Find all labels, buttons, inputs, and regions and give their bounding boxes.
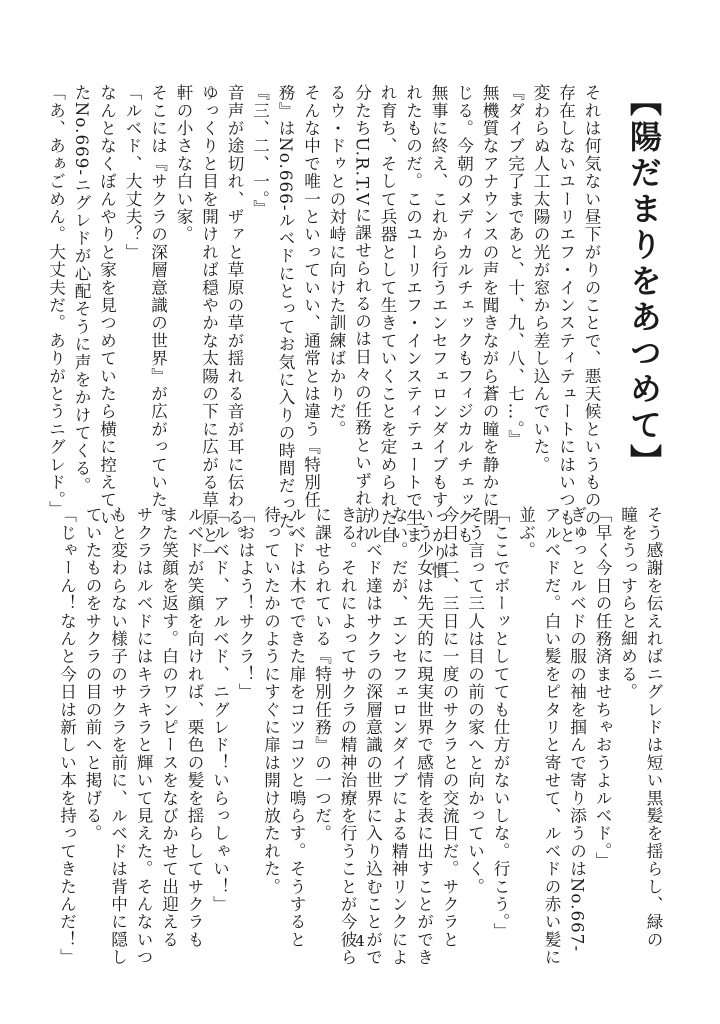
- text-line: 軒の小さな白い家。: [174, 84, 193, 244]
- text-line: また笑顔を返す。白のワンピースをなびかせて出迎える: [159, 506, 179, 949]
- text-line: 瞳をうっすらと細める。: [618, 506, 638, 701]
- text-line: 音声が途切れ、ザァと草原の草が揺れる音が耳に伝わる。: [225, 84, 244, 545]
- bottom-lines: [54, 506, 666, 967]
- text-line: 並ぶ。: [516, 506, 536, 560]
- text-line: じる。今朝のメディカルチェックもフィジカルチェックも: [454, 84, 474, 545]
- text-line: 『ダイブ完了まであと、十、九、八、七…。』: [505, 84, 525, 448]
- text-line: 「ルベド、大丈夫？」: [123, 84, 142, 261]
- text-line: りルベド達はサクラの深層意識の世界に入り込むことがで: [363, 506, 383, 967]
- chapter-title: 【陽だまりをあつめて】: [625, 84, 663, 480]
- text-line: ゆっくりと目を開ければ穏やかな太陽の下に広がる草原と一: [199, 84, 219, 562]
- text-line: それは何気ない昼下がりのことで、悪天候というものの: [582, 84, 601, 527]
- text-line: 「あ、あぁごめん。大丈夫だ。ありがとうニグレド。」: [46, 84, 66, 519]
- text-line: 待っていたかのようにすぐに扉は開け放たれた。: [261, 506, 281, 896]
- text-line: れ育ち、そして兵器として生きていくことを定められた自: [378, 84, 397, 545]
- text-line: ぎゅっとルベドの服の袖を掴んで寄り添うのはNo.667-: [567, 506, 587, 953]
- text-line: 「ここでボーッとしてても仕方がないしな。行こう。」: [491, 506, 510, 941]
- text-line: そう言って三人は目の前の家へと向かっていく。: [465, 506, 485, 896]
- text-line: そう感謝を伝えればニグレドは短い黒髪を揺らし、緑の: [644, 506, 663, 949]
- text-line: ルベドは木でできた扉をコツコツと鳴らす。そうすると: [287, 506, 306, 949]
- text-line: そんな中で唯一といっていい、通常とは違う『特別任: [301, 84, 321, 509]
- text-line: もと変わらない様子のサクラを前に、ルベドは背中に隠し: [108, 506, 128, 967]
- text-line: ない。だが、エンセフェロンダイブによる精神リンクによ: [389, 506, 408, 967]
- text-line: いう少女は先天的に現実世界で感情を表に出すことができ: [414, 506, 434, 967]
- text-line: 『三、二、一。』: [250, 84, 270, 218]
- text-line: ていたものをサクラの目の前へと掲げる。: [83, 506, 102, 843]
- page-number: 4: [355, 932, 365, 950]
- text-line: たNo.669-ニグレドが心配そうに声をかけてくる。: [72, 84, 91, 495]
- text-line: れたものだ。このユーリエフ・インスティテュートで生ま: [403, 84, 423, 545]
- text-line: 無機質なアナウンスの声を聞きながら蒼の瞳を静かに閉: [480, 84, 499, 527]
- text-line: なんとなくぼんやりと家を見つめていたら横に控えてい: [97, 84, 117, 527]
- text-line: 「ルベド、アルベド、ニグレド！いらっしゃい！」: [210, 506, 230, 914]
- text-line: 「早く今日の任務済ませちゃおうよルベド。」: [593, 506, 612, 870]
- text-line: 「じゃーん！なんと今日は新しい本を持ってきたんだ！」: [57, 506, 77, 967]
- text-line: 変わらぬ人工太陽の光が窓から差し込んでいた。: [531, 84, 550, 474]
- text-line: きる。それによってサクラの精神治療を行うことが今彼ら: [338, 506, 357, 967]
- text-line: 無事に終え、これから行うエンセフェロンダイブもすっかり慣: [429, 84, 448, 580]
- text-line: るウ・ドゥとの対峙に向けた訓練ばかりだ。: [327, 84, 346, 438]
- text-line: サクラはルベドにはキラキラと輝いて見えた。そんないつ: [134, 506, 153, 967]
- text-line: そこには『サクラの深層意識の世界』が広がっていた。: [148, 84, 168, 527]
- text-line: 務』はNo.666-ルベドにとってお気に入りの時間だった。: [276, 84, 295, 548]
- text-line: に課せられている『特別任務』の一つだ。: [312, 506, 332, 843]
- text-line: ルベドが笑顔を向ければ、栗色の髪を揺らしてサクラも: [185, 506, 204, 949]
- text-line: 分たちU.R.T.Vに課せられるのは日々の任務といずれ訪れ: [352, 84, 372, 543]
- text-line: 存在しないユーリエフ・インスティテュートにはいつもと: [556, 84, 576, 545]
- text-line: アルベドだ。白い髪をピタリと寄せて、ルベドの赤い髪に: [542, 506, 561, 967]
- text-line: 今日は二、三日に一度のサクラとの交流日だ。サクラと: [440, 506, 459, 949]
- bottom-text-block: [54, 506, 666, 967]
- text-line: 「おはよう！サクラ！」: [236, 506, 255, 701]
